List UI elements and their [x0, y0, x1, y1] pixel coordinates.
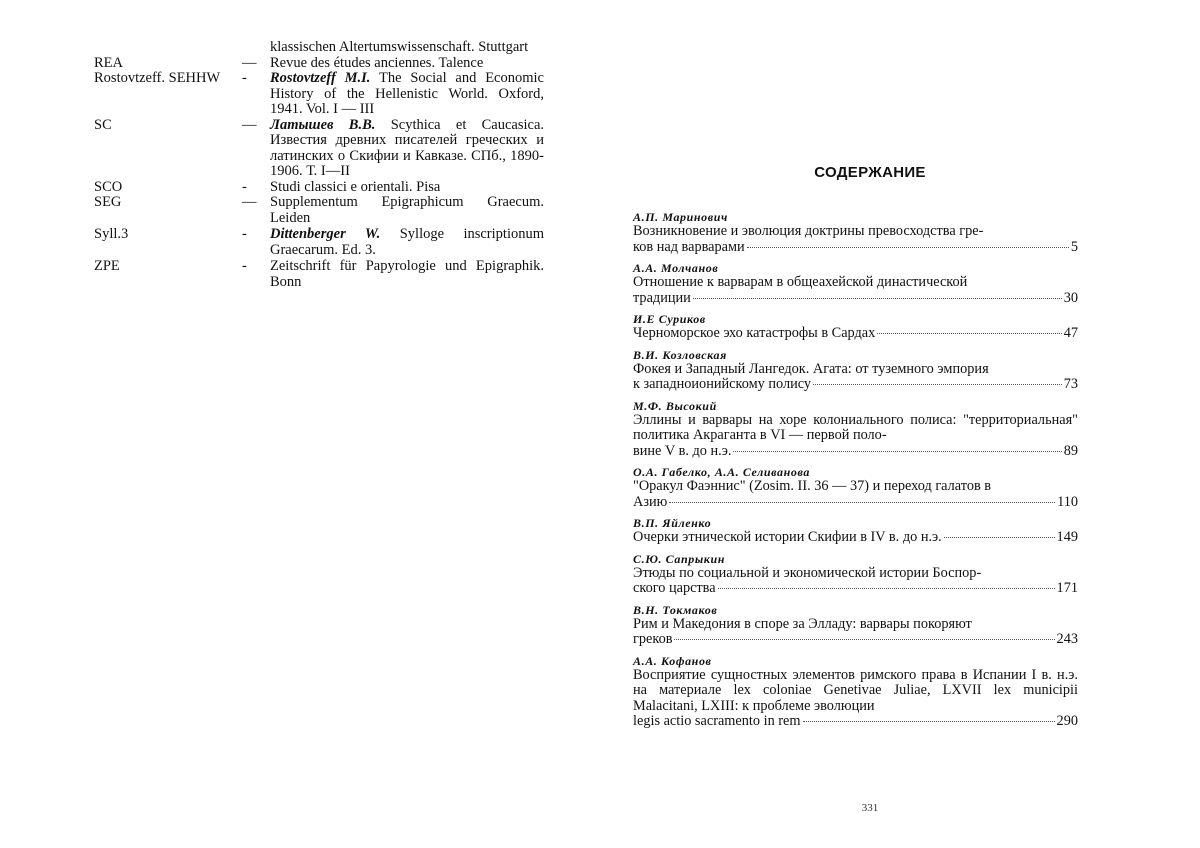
abbreviation-text: Латышев В.В. Scythica et Caucasica. Известия древних писателей греческих и латинских о Скифии и Кавказе. СПб., 1890-1906. Т. I—II — [270, 116, 545, 179]
toc-entry-page: 290 — [1056, 713, 1078, 729]
abbreviation-text: Rostovtzeff M.I. The Social and Economic History of the Hellenistic World. Oxford, 1941. Vol. I — III — [270, 70, 544, 117]
toc-entry-final-line — [633, 581, 1078, 597]
abbreviation-key: SCO — [94, 178, 123, 195]
abbreviation-author: Латышев В.В. — [270, 116, 376, 133]
abbreviation-text: Studi classici e orientali. Pisa — [270, 178, 441, 195]
toc-entry-title-end: ского царства — [633, 580, 716, 596]
toc-entry-page: 171 — [1056, 580, 1078, 596]
abbreviation-text: Revue des études anciennes. Talence — [270, 54, 484, 71]
abbreviation-author: Rostovtzeff M.I. — [270, 70, 371, 86]
contents-title: СОДЕРЖАНИЕ — [814, 164, 926, 181]
toc-entry-final-line — [633, 444, 1078, 460]
toc-entry — [633, 465, 1078, 510]
dot-leader — [718, 587, 1055, 589]
abbreviation-text: Dittenberger W. Sylloge inscriptionum Graecarum. Ed. 3. — [270, 226, 545, 258]
abbreviation-dash: — — [242, 54, 257, 71]
toc-entry — [633, 399, 1078, 460]
toc-entry-author: А.А. Молчанов — [633, 261, 719, 275]
toc-entry-final-line — [633, 495, 1078, 511]
abbreviation-row — [94, 40, 544, 56]
toc-entry-final-line — [633, 714, 1078, 730]
toc-entry — [633, 312, 1078, 342]
dot-leader — [944, 536, 1055, 538]
toc-entry — [633, 552, 1078, 597]
toc-entry-page: 47 — [1063, 325, 1078, 341]
toc-entry — [633, 603, 1078, 648]
toc-entry — [633, 516, 1078, 546]
abbreviation-dash: - — [242, 226, 247, 242]
toc-entry-author: А.П. Маринович — [633, 210, 728, 224]
toc-entry-page: 89 — [1063, 442, 1078, 459]
abbreviation-text: Supplementum Epigraphicum Graecum. Leiden — [270, 194, 544, 226]
dot-leader — [693, 297, 1062, 299]
abbreviation-row — [94, 71, 544, 118]
abbreviation-key: SC — [94, 116, 112, 133]
toc-entry — [633, 654, 1078, 730]
abbreviation-key: Syll.3 — [94, 226, 129, 242]
abbreviation-text: klassischen Altertumswissenschaft. Stuttgart — [270, 39, 529, 55]
toc-entry-final-line — [633, 240, 1078, 256]
toc-entry-author: В.И. Козловская — [633, 347, 727, 362]
toc-entry-final-line — [633, 326, 1078, 342]
abbreviation-key: REA — [94, 54, 123, 71]
toc-entry-final-line — [633, 291, 1078, 307]
dot-leader — [803, 720, 1055, 722]
toc-entry — [633, 348, 1078, 393]
toc-entry-title: Восприятие сущностных элементов римского права в Испании I в. н.э. на материале lex coloniae Genetivae Juliae, LXVII lex municipii Malacitani, LXIII: к проблеме эволюции — [633, 666, 1078, 714]
toc-entry-title: Эллины и варвары на хоре колониального полиса: "территориальная" политика Акраганта в VI — первой поло- — [633, 411, 1078, 443]
dot-leader — [813, 383, 1062, 385]
table-of-contents — [633, 210, 1078, 736]
abbreviation-text: Zeitschrift für Papyrologie und Epigraphik. Bonn — [270, 258, 544, 290]
right-page — [600, 0, 1200, 848]
abbreviation-dash: — — [242, 116, 257, 133]
toc-entry-title-end: вине V в. до н.э. — [633, 442, 732, 459]
abbreviation-key: SEG — [94, 194, 122, 210]
toc-entry-title: Этюды по социальной и экономической истории Боспор- — [633, 564, 982, 581]
abbreviation-row — [94, 259, 544, 290]
abbreviation-author: Dittenberger W. — [270, 226, 381, 242]
toc-entry-title: Возникновение и эволюция доктрины превосходства гре- — [633, 223, 984, 239]
toc-entry-title: Фокея и Западный Лангедок. Агата: от туземного эмпория — [633, 360, 989, 377]
toc-entry-title: Рим и Македония в споре за Элладу: варвары покоряют — [633, 615, 972, 632]
toc-entry-title-end: греков — [633, 631, 673, 647]
abbreviation-dash: - — [242, 258, 247, 274]
toc-entry-title-end: к западноионийскому полису — [633, 376, 812, 392]
abbreviation-row — [94, 56, 544, 72]
toc-entry-title-end: Азию — [633, 493, 668, 510]
toc-entry-title-end: традиции — [633, 289, 691, 306]
toc-entry-author: О.А. Габелко, А.А. Селиванова — [633, 465, 810, 479]
toc-entry-page: 30 — [1063, 289, 1078, 306]
toc-entry-page: 243 — [1056, 631, 1078, 647]
abbreviation-dash: - — [242, 178, 247, 195]
toc-entry-author: М.Ф. Высокий — [633, 398, 717, 413]
page-number: 331 — [861, 802, 879, 814]
abbreviation-dash: - — [242, 70, 247, 86]
toc-entry-title-end: legis actio sacramento in rem — [633, 713, 801, 729]
toc-entry-title-end: Черноморское эхо катастрофы в Сардах — [633, 325, 876, 341]
dot-leader — [747, 246, 1069, 248]
toc-entry-title-end: ков над варварами — [633, 238, 745, 255]
toc-entry-title-end: Очерки этнической истории Скифии в IV в. до н.э. — [633, 529, 942, 545]
toc-entry-author: В.Н. Токмаков — [633, 602, 718, 617]
toc-entry-author: И.Е Суриков — [633, 312, 706, 326]
toc-entry-author: С.Ю. Сапрыкин — [633, 551, 725, 566]
toc-entry-page: 5 — [1070, 238, 1078, 255]
toc-entry-title: Отношение к варварам в общеахейской династической — [633, 274, 968, 290]
toc-entry-author: В.П. Яйленко — [633, 516, 712, 530]
abbreviation-row — [94, 195, 544, 226]
toc-entry-page: 73 — [1063, 376, 1078, 392]
dot-leader — [877, 332, 1061, 334]
toc-entry — [633, 261, 1078, 306]
abbreviation-key: ZPE — [94, 258, 120, 274]
toc-entry-final-line — [633, 632, 1078, 648]
toc-entry-author: А.А. Кофанов — [633, 653, 712, 668]
toc-entry-title: "Оракул Фаэннис" (Zosim. II. 36 — 37) и переход галатов в — [633, 478, 992, 494]
dot-leader — [733, 450, 1061, 452]
toc-entry-final-line — [633, 377, 1078, 393]
abbreviation-row — [94, 227, 544, 258]
dot-leader — [674, 638, 1054, 640]
abbreviation-row — [94, 180, 544, 196]
abbreviation-row — [94, 118, 544, 180]
toc-entry-page: 110 — [1057, 493, 1078, 510]
abbreviation-key: Rostovtzeff. SEHHW — [94, 70, 221, 86]
toc-entry-page: 149 — [1056, 529, 1078, 545]
toc-entry-final-line — [633, 530, 1078, 546]
toc-entry — [633, 210, 1078, 255]
dot-leader — [669, 501, 1055, 503]
abbreviation-dash: — — [242, 194, 257, 210]
abbreviation-list — [94, 40, 544, 290]
